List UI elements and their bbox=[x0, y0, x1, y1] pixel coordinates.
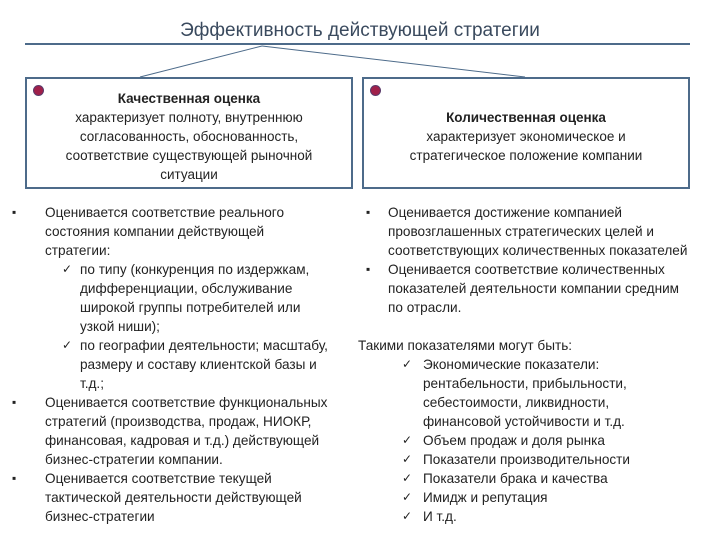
square-bullet-icon: ▪ bbox=[366, 262, 371, 276]
list-item-line: по географии деятельности; масштабу, bbox=[80, 338, 328, 353]
checkmark-icon: ✓ bbox=[402, 357, 413, 371]
qualitative-heading: Качественная оценка bbox=[117, 91, 261, 106]
list-item-line: рентабельности, прибыльности, bbox=[423, 376, 627, 391]
checkmark-icon: ✓ bbox=[62, 262, 73, 276]
bullet-dot-icon bbox=[34, 86, 43, 95]
list-item-line: по типу (конкуренция по издержкам, bbox=[80, 262, 310, 277]
list-item-line: состояния компании действующей bbox=[45, 224, 265, 239]
list-item-line: И т.д. bbox=[423, 509, 457, 524]
list-item-line: Оценивается соответствие текущей bbox=[45, 471, 272, 486]
list-item-line: размеру и составу клиентской базы и bbox=[80, 357, 317, 372]
list-item-line: Показатели брака и качества bbox=[423, 471, 608, 486]
checkmark-icon: ✓ bbox=[402, 490, 413, 504]
list-item-line: стратегий (производства, продаж, НИОКР, bbox=[45, 414, 312, 429]
quantitative-desc-line: характеризует экономическое и bbox=[426, 129, 626, 144]
checkmark-icon: ✓ bbox=[402, 509, 413, 523]
list-item-line: Оценивается соответствие функциональных bbox=[45, 395, 328, 410]
list-item-line: Такими показателями могут быть: bbox=[358, 338, 573, 353]
checkmark-icon: ✓ bbox=[402, 471, 413, 485]
list-item-line: узкой ниши); bbox=[80, 319, 160, 334]
qualitative-box bbox=[25, 77, 353, 189]
list-item-line: Экономические показатели: bbox=[423, 357, 600, 372]
list-item-line: Показатели производительности bbox=[423, 452, 631, 467]
checkmark-icon: ✓ bbox=[402, 433, 413, 447]
list-item-line: Оценивается достижение компанией bbox=[388, 205, 622, 220]
checkmark-icon: ✓ bbox=[62, 338, 73, 352]
qualitative-desc-line: согласованность, обоснованность, bbox=[79, 129, 299, 144]
checkmark-icon: ✓ bbox=[402, 452, 413, 466]
list-item-line: себестоимости, ликвидности, bbox=[423, 395, 610, 410]
list-item-line: бизнес-стратегии bbox=[45, 509, 155, 524]
qualitative-desc-line: ситуации bbox=[160, 167, 218, 182]
quantitative-heading: Количественная оценка bbox=[446, 110, 606, 125]
list-item-line: широкой группы потребителей или bbox=[80, 300, 301, 315]
square-bullet-icon: ▪ bbox=[12, 395, 17, 409]
list-item-line: финансовой устойчивости и т.д. bbox=[423, 414, 625, 429]
list-item-line: т.д.; bbox=[80, 376, 104, 391]
list-item-line: Оценивается соответствие количественных bbox=[388, 262, 665, 277]
list-item-line: дифференциации, обслуживание bbox=[80, 281, 293, 296]
connector-right bbox=[262, 46, 525, 77]
list-item-line: соответствующих количественных показателей bbox=[388, 243, 688, 258]
list-item-line: Имидж и репутация bbox=[423, 490, 548, 505]
connector-lines bbox=[0, 0, 720, 80]
list-item-line: бизнес-стратегии компании. bbox=[45, 452, 223, 467]
list-item-line: провозглашенных стратегических целей и bbox=[388, 224, 654, 239]
bullet-dot-icon bbox=[371, 86, 380, 95]
slide-title: Эффективность действующей стратегии bbox=[180, 20, 540, 41]
square-bullet-icon: ▪ bbox=[12, 471, 17, 485]
square-bullet-icon: ▪ bbox=[366, 205, 371, 219]
list-item-line: по отрасли. bbox=[388, 300, 462, 315]
square-bullet-icon: ▪ bbox=[12, 205, 17, 219]
list-item-line: показателей деятельности компании средним bbox=[388, 281, 680, 296]
qualitative-desc-line: характеризует полноту, внутреннюю bbox=[75, 110, 303, 125]
list-item-line: Объем продаж и доля рынка bbox=[423, 433, 605, 448]
list-item-line: финансовая, кадровая и т.д.) действующей bbox=[45, 433, 320, 448]
connector-left bbox=[140, 46, 262, 77]
list-item-line: тактической деятельности действующей bbox=[45, 490, 302, 505]
list-item-line: стратегии: bbox=[45, 243, 111, 258]
quantitative-box bbox=[362, 77, 690, 189]
list-item-line: Оценивается соответствие реального bbox=[45, 205, 285, 220]
quantitative-desc-line: стратегическое положение компании bbox=[409, 148, 643, 163]
qualitative-desc-line: соответствие существующей рыночной bbox=[65, 148, 313, 163]
